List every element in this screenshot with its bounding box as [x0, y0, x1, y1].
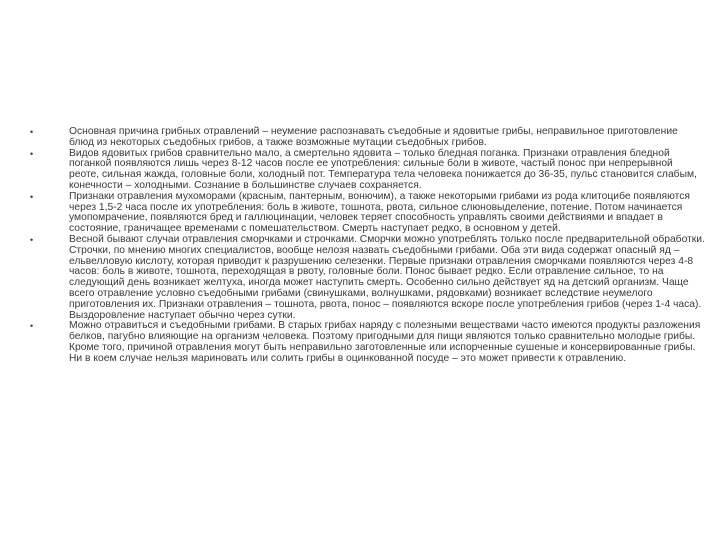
bullet-text: Весной бывают случаи отравления сморчками и строчками. Сморчки можно употреблять только после предварительной обработки. Строчки, по мнению многих специалистов, вообще нелозя назвать съедобными грибами. Оба эти вида содержат опасный яд – ельвелловую кислоту, которая приводит к разрушению селезенки. Первые признаки отравления сморчками появляются через 4-8 часов: боль в животе, тошнота, переходящая в рвоту, головные боли. Понос бывает редко. Если отравление сильное, то на следующий день возникает желтуха, иногда может наступить смерть. Особенно сильно действует яд на детский организм. Чаще всего отравление условно съедобными грибами (свинушками, волнушками, рядовками) возникает вследствие неумелого приготовления их. Признаки отравления – тошнота, рвота, понос – появляются вскоре после употребления грибов (через 1-4 часа). Выздоровление наступает обычно через сутки.: [69, 233, 705, 321]
bullet-icon: •: [30, 127, 34, 137]
list-item: [30, 235, 705, 321]
bullet-icon: •: [30, 234, 34, 245]
bullet-text: Основная причина грибных отравлений – неумение распознавать съедобные и ядовитые грибы, неправильное приготовление блюд из некоторых съедобных грибов, а также возможные мутации съедобных грибов.: [69, 126, 678, 148]
list-item: [30, 321, 705, 364]
bullet-text: Признаки отравления мухоморами (красным, пантерным, вонючим), а также некоторыми грибами из рода клитоцибе появляются через 1,5-2 часа после их употребления: боль в животе, тошнота, рвота, сильное слюновыделение, потение. Потом начинается умопомрачение, появляются бред и галлюцинации, человек теряет способность управлять своими действиями и впадает в состояние, граничащее временами с помешательством. Смерть наступает редко, в основном у детей.: [69, 190, 690, 235]
bullet-text: Видов ядовитых грибов сравнительно мало, а смертельно ядовита – только бледная поганка. Признаки отравления бледной поганкой появляются лишь через 8-12 часов после ее употребления: сильные боли в животе, частый понос при непрерывной реоте, сильная жажда, головные боли, холодный пот. Температура тела человека понижается до 36-35, пульс становится слабым, конечности – холодными. Сознание в большинстве случаев сохраняется.: [69, 147, 697, 191]
bullet-icon: •: [30, 148, 34, 159]
bullet-icon: •: [30, 191, 34, 202]
list-item: [30, 127, 705, 149]
list-item: [30, 149, 705, 192]
bullet-icon: •: [30, 321, 34, 332]
bullet-text: Можно отравиться и съедобными грибами. В старых грибах наряду с полезными веществами часто имеются продукты разложения белков, пагубно влияющие на организм человека. Поэтому пригодными для пищи являются только сравнительно молодые грибы. Кроме того, причиной отравления могут быть неправильно заготовленные или испорченные сушеные и консервированные грибы. Ни в коем случае нельзя мариновать или солить грибы в оцинкованной посуде – это может привести к отравлению.: [69, 320, 701, 364]
bullet-list: [30, 127, 705, 365]
list-item: [30, 192, 705, 235]
